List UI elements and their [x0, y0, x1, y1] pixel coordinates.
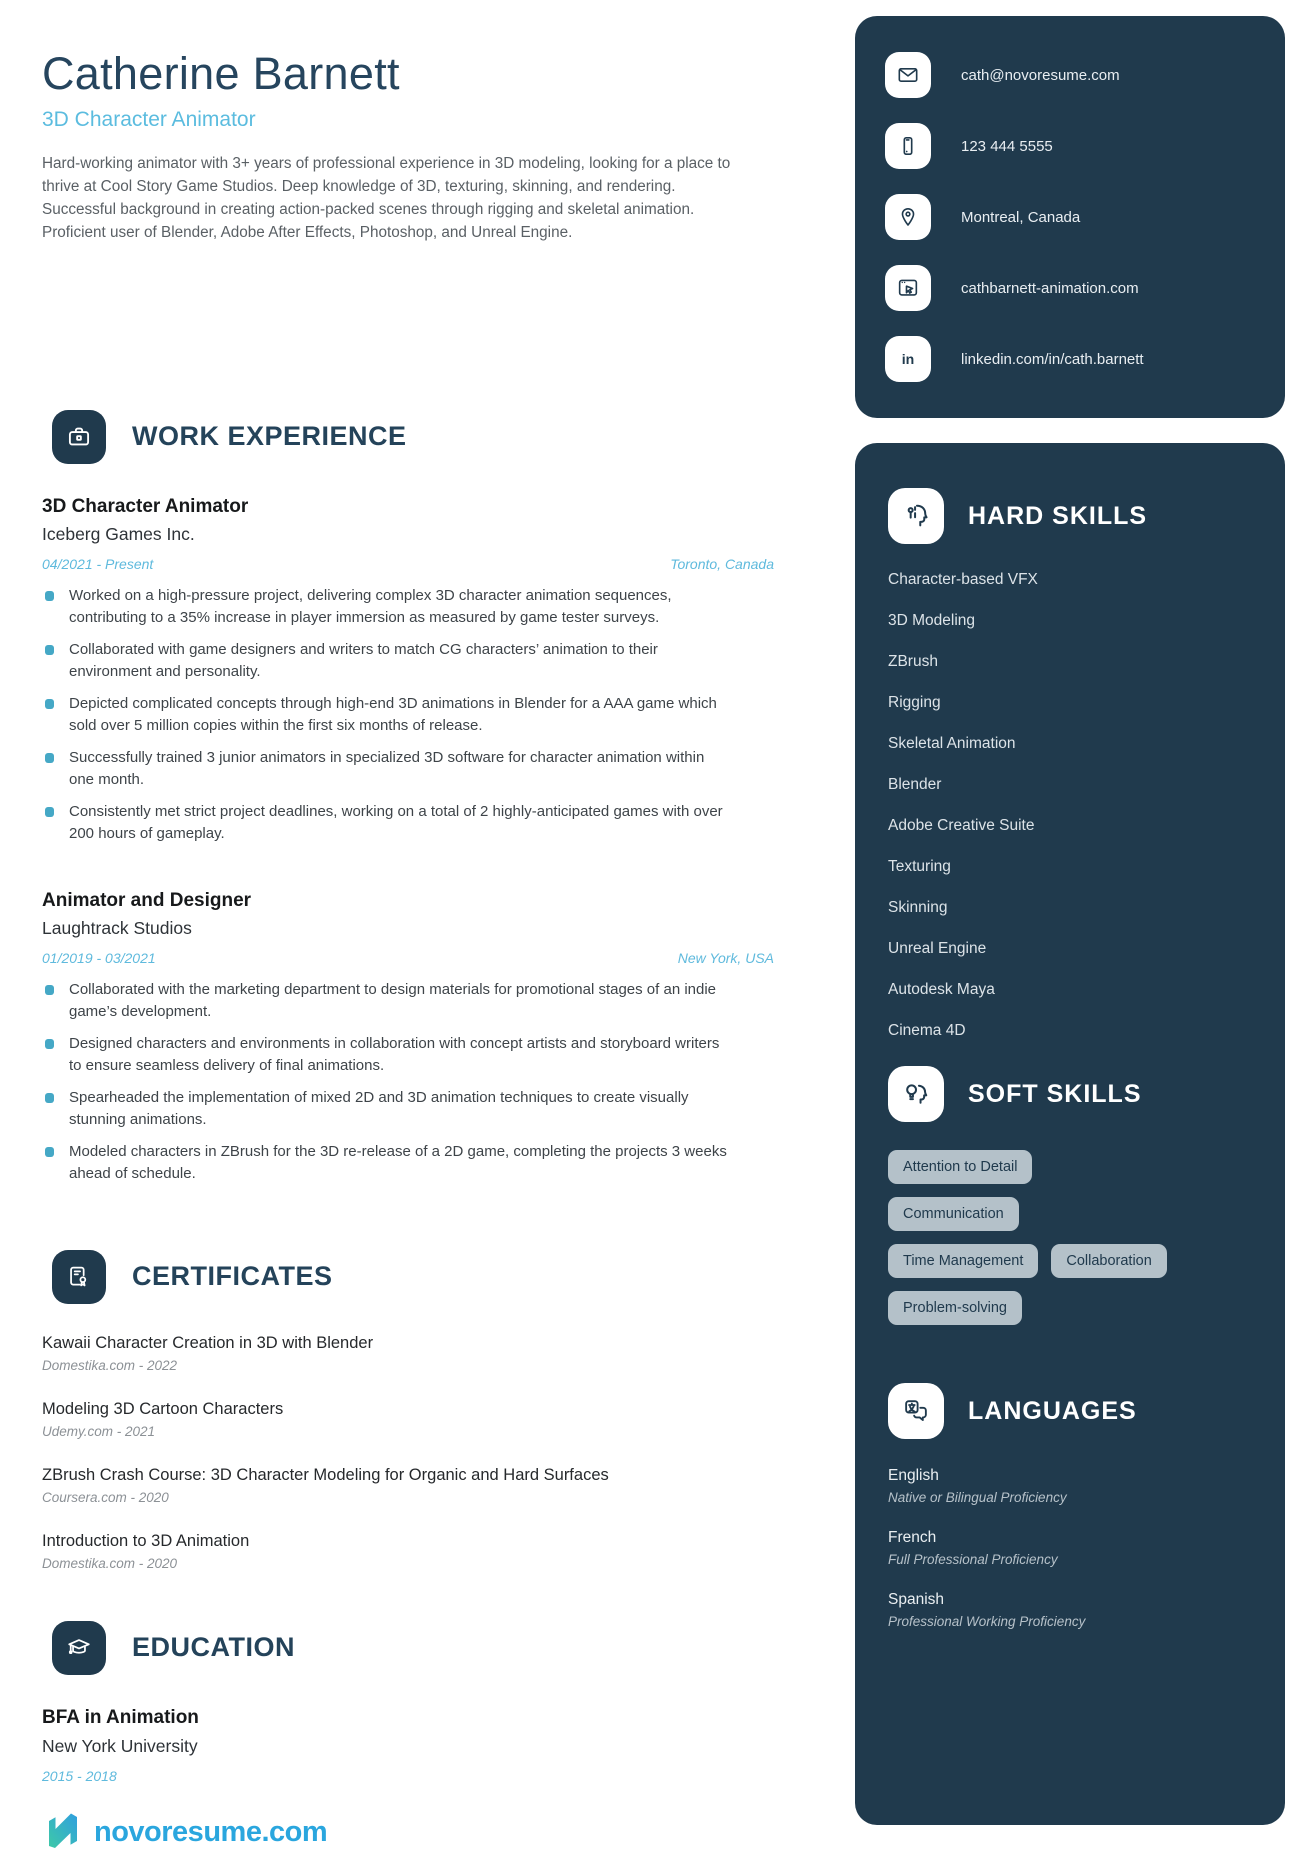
language-item — [888, 1591, 1252, 1629]
hard-skills-header — [888, 488, 1252, 544]
work-experience-section — [42, 410, 780, 1186]
certificate-meta: Udemy.com - 2021 — [42, 1423, 156, 1439]
school: New York University — [42, 1735, 198, 1756]
job-meta — [42, 950, 774, 966]
skill-item: Unreal Engine — [888, 940, 987, 957]
language-level: Professional Working Proficiency — [888, 1614, 1086, 1629]
soft-skills-title: SOFT SKILLS — [968, 1079, 1142, 1108]
envelope-icon — [885, 52, 931, 98]
job-location: New York, USA — [677, 949, 774, 966]
soft-skills-icon — [888, 1066, 944, 1122]
job-bullets — [42, 585, 780, 846]
svg-text:in: in — [901, 350, 915, 367]
language-name: Spanish — [888, 1591, 945, 1608]
linkedin-icon — [885, 336, 931, 382]
job-entry — [42, 890, 780, 1186]
contact-value: 123 444 5555 — [961, 137, 1053, 155]
bullet-item: Modeled characters in ZBrush for the 3D re-release of a 2D game, completing the projects 3 weeks ahead of schedule. — [42, 1141, 780, 1186]
bullet-item: Worked on a high-pressure project, delivering complex 3D character animation sequences, contributing to a 35% increase in player immersion as measured by game tester surveys. — [42, 585, 780, 630]
main-column — [42, 50, 780, 1855]
soft-skills-badges — [888, 1150, 1252, 1325]
bullet-item: Consistently met strict project deadlines, working on a total of 2 highly-anticipated games with over 200 hours of gameplay. — [42, 801, 780, 846]
certificates-list — [42, 1334, 780, 1571]
badge-row — [888, 1197, 1252, 1231]
certificate-meta: Domestika.com - 2022 — [42, 1357, 178, 1373]
badge-row — [888, 1291, 1252, 1325]
job-bullets — [42, 979, 780, 1186]
education-dates: 2015 - 2018 — [42, 1767, 117, 1784]
novoresume-logo-text: novoresume.com — [94, 1815, 328, 1848]
skill-item: Adobe Creative Suite — [888, 817, 1035, 834]
bullet-item: Spearheaded the implementation of mixed 2D and 3D animation techniques to create visually stunning animations. — [42, 1087, 780, 1132]
summary-paragraph: Hard-working animator with 3+ years of professional experience in 3D modeling, looking for a place to thrive at Cool Story Game Studios. Deep knowledge of 3D, texturing, skinning, and rendering. Successful background in creating action-packed scenes through rigging and skeletal animation. Proficient user of Blender, Adobe After Effects, Photoshop, and Unreal Engine. — [42, 154, 731, 241]
job-title: Animator and Designer — [42, 889, 252, 911]
skill-item: Cinema 4D — [888, 1022, 966, 1039]
badge-row — [888, 1244, 1252, 1278]
skill-item: Skinning — [888, 899, 948, 916]
graduation-cap-icon — [52, 1621, 106, 1675]
certificate-meta: Domestika.com - 2020 — [42, 1555, 178, 1571]
hard-skills-icon — [888, 488, 944, 544]
certificate-name: ZBrush Crash Course: 3D Character Modeling for Organic and Hard Surfaces — [42, 1465, 609, 1484]
bullet-item: Designed characters and environments in collaboration with concept artists and storyboard writers to ensure seamless delivery of final animations. — [42, 1033, 780, 1078]
certificate-item — [42, 1466, 780, 1505]
job-entry — [42, 496, 780, 846]
contact-value: cathbarnett-animation.com — [961, 279, 1139, 297]
education-header — [52, 1621, 780, 1675]
language-item — [888, 1529, 1252, 1567]
contact-value: Montreal, Canada — [961, 208, 1081, 226]
language-level: Full Professional Proficiency — [888, 1552, 1058, 1567]
sidebar — [855, 0, 1285, 1839]
skill-item: Blender — [888, 776, 942, 793]
skill-item: 3D Modeling — [888, 612, 976, 629]
date-range: 04/2021 - Present — [42, 555, 154, 572]
person-title: 3D Character Animator — [42, 107, 256, 131]
language-name: French — [888, 1529, 937, 1546]
bullet-item: Successfully trained 3 junior animators in specialized 3D software for character animation within one month. — [42, 747, 780, 792]
briefcase-icon — [52, 410, 106, 464]
certificate-item — [42, 1334, 780, 1373]
date-range: 01/2019 - 03/2021 — [42, 949, 156, 966]
certificate-name: Kawaii Character Creation in 3D with Blender — [42, 1333, 374, 1352]
skill-badge: Attention to Detail — [888, 1150, 1032, 1184]
skill-badge: Collaboration — [1051, 1244, 1166, 1278]
languages-list — [888, 1467, 1252, 1629]
certificates-title: CERTIFICATES — [132, 1261, 333, 1292]
badge-row — [888, 1150, 1252, 1184]
job-location: Toronto, Canada — [670, 555, 774, 572]
phone-icon — [885, 123, 931, 169]
languages-icon — [888, 1383, 944, 1439]
contact-item[interactable] — [885, 336, 1255, 382]
skill-badge: Time Management — [888, 1244, 1038, 1278]
certificate-icon — [52, 1250, 106, 1304]
skill-item: Character-based VFX — [888, 571, 1038, 588]
skill-item: Skeletal Animation — [888, 735, 1016, 752]
languages-title: LANGUAGES — [968, 1396, 1137, 1425]
certificates-header — [52, 1250, 780, 1304]
certificates-section — [42, 1250, 780, 1571]
website-icon — [885, 265, 931, 311]
contact-value: cath@novoresume.com — [961, 66, 1120, 84]
job-title: 3D Character Animator — [42, 495, 249, 517]
contact-item[interactable] — [885, 194, 1255, 240]
company-name: Iceberg Games Inc. — [42, 523, 195, 544]
education-title: EDUCATION — [132, 1632, 295, 1663]
skill-item: ZBrush — [888, 653, 938, 670]
contact-panel — [855, 16, 1285, 418]
company-name: Laughtrack Studios — [42, 917, 192, 938]
certificate-name: Introduction to 3D Animation — [42, 1531, 250, 1550]
degree: BFA in Animation — [42, 1706, 199, 1728]
bullet-item: Collaborated with game designers and writers to match CG characters’ animation to their environment and personality. — [42, 639, 780, 684]
hard-skills-title: HARD SKILLS — [968, 501, 1148, 530]
bullet-item: Collaborated with the marketing department to design materials for promotional stages of an indie game’s development. — [42, 979, 780, 1024]
location-pin-icon — [885, 194, 931, 240]
soft-skills-header — [888, 1066, 1252, 1122]
contact-value: linkedin.com/in/cath.barnett — [961, 350, 1144, 368]
language-level: Native or Bilingual Proficiency — [888, 1490, 1067, 1505]
certificate-name: Modeling 3D Cartoon Characters — [42, 1399, 284, 1418]
skill-item: Rigging — [888, 694, 941, 711]
certificate-meta: Coursera.com - 2020 — [42, 1489, 169, 1505]
certificate-item — [42, 1532, 780, 1571]
skill-item: Autodesk Maya — [888, 981, 995, 998]
language-name: English — [888, 1467, 939, 1484]
bullet-item: Depicted complicated concepts through high-end 3D animations in Blender for a AAA game which sold over 5 million copies within the first six months of release. — [42, 693, 780, 738]
education-section — [42, 1621, 780, 1784]
skills-panel — [855, 443, 1285, 1825]
contact-item[interactable] — [885, 123, 1255, 169]
work-experience-header — [52, 410, 780, 464]
work-experience-title: WORK EXPERIENCE — [132, 421, 407, 452]
person-name: Catherine Barnett — [42, 48, 400, 99]
contact-item[interactable] — [885, 52, 1255, 98]
jobs-list — [42, 496, 780, 1186]
skill-badge: Problem-solving — [888, 1291, 1022, 1325]
languages-header — [888, 1383, 1252, 1439]
skill-item: Texturing — [888, 858, 951, 875]
hard-skills-list — [888, 571, 1252, 1040]
novoresume-logo[interactable] — [42, 1810, 780, 1855]
language-item — [888, 1467, 1252, 1505]
skill-badge: Communication — [888, 1197, 1019, 1231]
job-meta — [42, 556, 774, 572]
contact-item[interactable] — [885, 265, 1255, 311]
certificate-item — [42, 1400, 780, 1439]
novoresume-n-icon — [42, 1810, 84, 1855]
